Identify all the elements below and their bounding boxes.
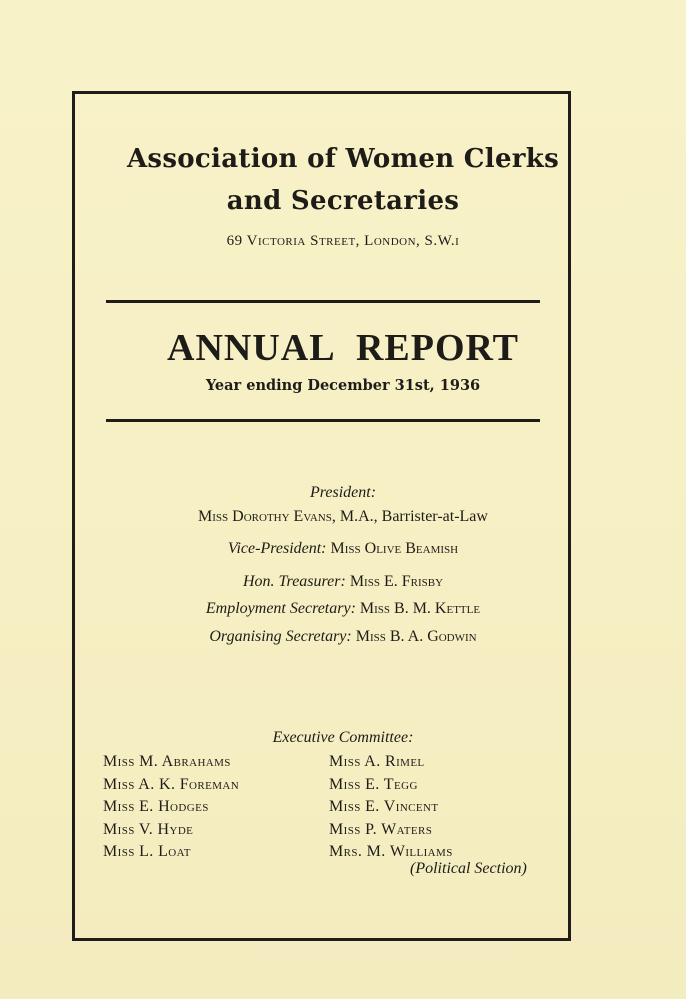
executive-committee-heading: Executive Committee: <box>272 729 414 746</box>
organising-secretary-label: Organising Secretary: <box>209 628 352 645</box>
committee-member: Miss A. K. Foreman <box>103 775 240 793</box>
vice-president-label: Vice-President: <box>227 540 327 557</box>
organising-secretary-name: Miss B. A. Godwin <box>355 628 477 645</box>
organisation-title-line-2: and Secretaries <box>226 186 460 216</box>
report-period: Year ending December 31st, 1936 <box>205 377 481 394</box>
treasurer-entry <box>0 573 686 591</box>
organising-secretary-entry <box>0 628 686 646</box>
committee-member: Miss P. Waters <box>329 820 433 838</box>
divider-rule-top <box>106 300 540 303</box>
vice-president-entry <box>0 540 686 558</box>
employment-secretary-label: Employment Secretary: <box>205 600 356 617</box>
president-label: President: <box>309 484 377 501</box>
political-section-note: (Political Section) <box>410 860 527 877</box>
committee-member: Miss E. Vincent <box>329 798 439 815</box>
committee-member: Miss M. Abrahams <box>103 753 231 770</box>
organisation-title-line-1: Association of Women Clerks <box>126 144 560 174</box>
president-entry <box>0 508 686 526</box>
committee-member: Miss E. Hodges <box>103 798 209 815</box>
organisation-title <box>0 138 686 222</box>
employment-secretary-name: Miss B. M. Kettle <box>359 600 481 617</box>
organisation-address: 69 Victoria Street, London, S.W.i <box>226 233 460 249</box>
committee-member: Miss A. Rimel <box>329 753 425 770</box>
treasurer-label: Hon. Treasurer: <box>242 573 346 590</box>
committee-member: Miss V. Hyde <box>103 820 194 838</box>
vice-president-name: Miss Olive Beamish <box>330 540 459 557</box>
committee-column-right <box>329 751 453 864</box>
committee-column-left <box>103 751 239 864</box>
committee-member: Miss L. Loat <box>103 843 191 860</box>
president-qualifications: , M.A., Barrister-at-Law <box>331 508 488 525</box>
employment-secretary-entry <box>0 600 686 618</box>
committee-member: Mrs. M. Williams <box>329 843 453 860</box>
president-name: Miss Dorothy Evans <box>198 508 332 525</box>
committee-member: Miss E. Tegg <box>329 775 418 793</box>
divider-rule-bottom <box>106 419 540 422</box>
report-title: ANNUAL REPORT <box>167 327 519 369</box>
treasurer-name: Miss E. Frisby <box>349 573 444 590</box>
president-heading <box>0 484 686 502</box>
